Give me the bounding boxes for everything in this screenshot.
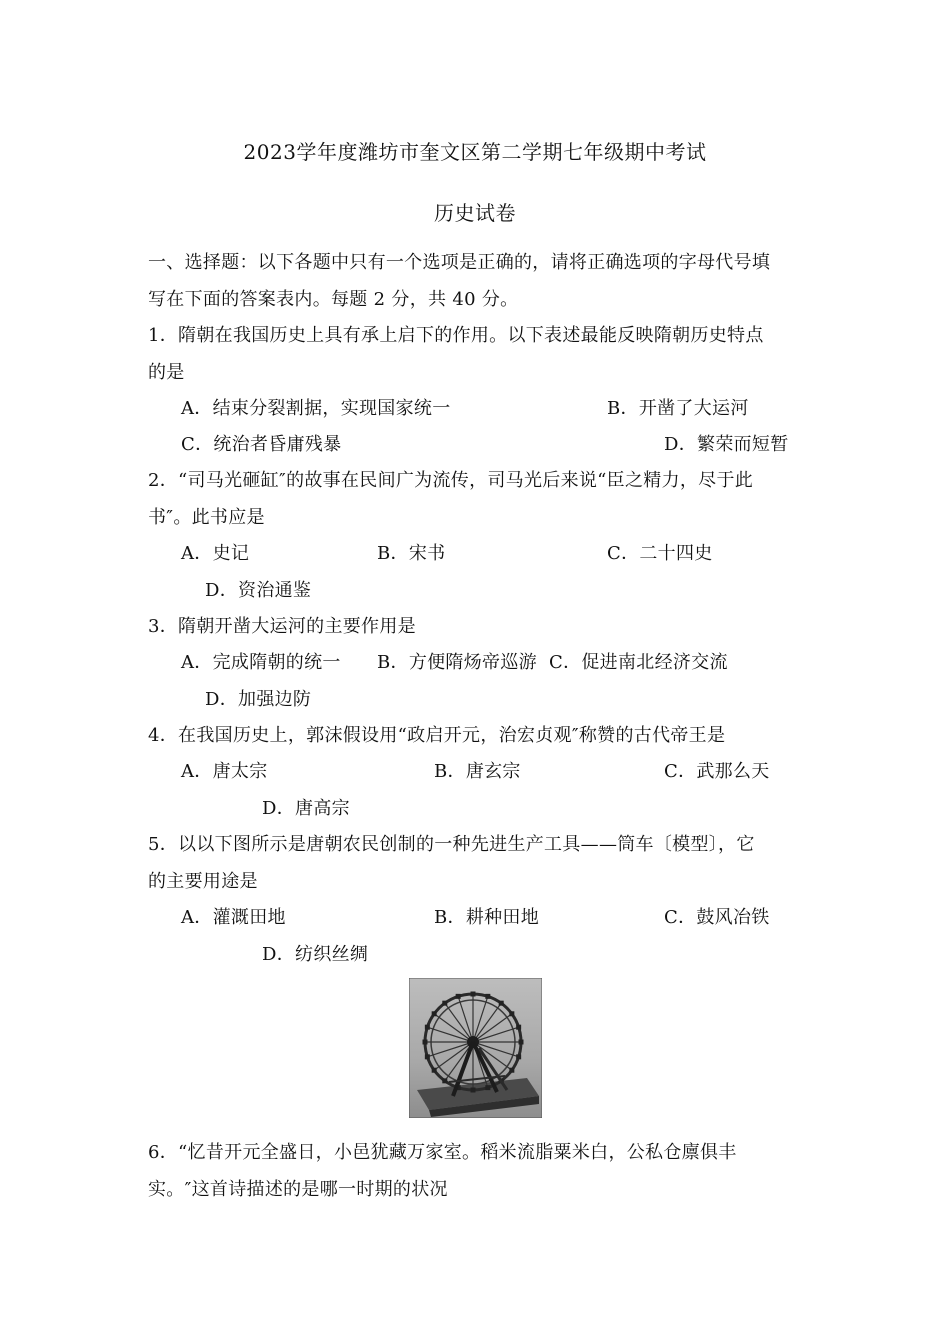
question-5-option-a: A．灌溉田地: [181, 907, 286, 928]
question-6-stem-line2: 实。″这首诗描述的是哪一时期的状况: [148, 1179, 448, 1200]
section-instructions-line1: 一、选择题：以下各题中只有一个选项是正确的，请将正确选项的字母代号填: [148, 252, 771, 273]
question-3-option-a: A．完成隋朝的统一: [181, 652, 341, 673]
question-3-option-d: D．加强边防: [205, 689, 312, 710]
wheel-bucket: [471, 1088, 476, 1093]
section-instructions-line2: 写在下面的答案表内。每题 2 分，共 40 分。: [148, 289, 519, 310]
question-4-option-c: C．武那么天: [664, 761, 770, 782]
question-2-stem-line2: 书″。此书应是: [148, 507, 265, 528]
question-3-stem-line1: 3．隋朝开凿大运河的主要作用是: [148, 616, 416, 637]
question-5-option-d: D．纺织丝绸: [262, 944, 369, 965]
wheel-bucket: [509, 1011, 514, 1016]
question-2-option-a: A．史记: [181, 543, 250, 564]
question-4-option-b: B．唐玄宗: [434, 761, 521, 782]
question-6-stem-line1: 6．“忆昔开元全盛日，小邑犹藏万家室。稻米流脂粟米白，公私仓廪俱丰: [148, 1142, 737, 1163]
question-1-option-a: A．结束分裂割据，实现国家统一: [181, 398, 451, 419]
exam-title: 2023学年度潍坊市奎文区第二学期七年级期中考试: [243, 140, 707, 164]
wheel-bucket: [499, 1001, 504, 1006]
question-2-option-c: C．二十四史: [607, 543, 713, 564]
question-5-stem-line2: 的主要用途是: [148, 871, 258, 892]
wheel-bucket: [509, 1068, 514, 1073]
question-5-option-b: B．耕种田地: [434, 907, 540, 928]
wheel-bucket: [485, 1085, 490, 1090]
wheel-bucket: [456, 994, 461, 999]
question-1-option-d: D．繁荣而短暂: [664, 434, 789, 455]
question-2-option-d: D．资治通鉴: [205, 580, 312, 601]
question-5-option-c: C．鼓风冶铁: [664, 907, 770, 928]
wheel-bucket: [442, 1078, 447, 1083]
question-1-option-c: C．统治者昏庸残暴: [181, 434, 342, 455]
water-wheel-figure: [409, 978, 542, 1118]
wheel-bucket: [516, 1025, 521, 1030]
wheel-bucket: [471, 992, 476, 997]
wheel-bucket: [485, 994, 490, 999]
water-wheel-illustration: [409, 978, 542, 1118]
question-5-stem-line1: 5．以以下图所示是唐朝农民创制的一种先进生产工具——筒车〔模型〕，它: [148, 834, 755, 855]
wheel-bucket: [442, 1001, 447, 1006]
wheel-bucket: [432, 1068, 437, 1073]
question-2-option-b: B．宋书: [377, 543, 446, 564]
wheel-bucket: [425, 1054, 430, 1059]
question-2-stem-line1: 2．“司马光砸缸″的故事在民间广为流传，司马光后来说“臣之精力，尽于此: [148, 470, 754, 491]
wheel-bucket: [519, 1040, 524, 1045]
question-1-option-b: B．开凿了大运河: [607, 398, 749, 419]
question-1-stem-line2: 的是: [148, 362, 185, 383]
question-3-option-c: C．促进南北经济交流: [549, 652, 728, 673]
question-1-stem-line1: 1．隋朝在我国历史上具有承上启下的作用。以下表述最能反映隋朝历史特点: [148, 325, 764, 346]
question-4-stem-line1: 4．在我国历史上，郭沫假设用“政启开元，治宏贞观″称赞的古代帝王是: [148, 725, 726, 746]
wheel-bucket: [425, 1025, 430, 1030]
exam-subtitle: 历史试卷: [434, 201, 516, 225]
wheel-bucket: [423, 1040, 428, 1045]
wheel-bucket: [516, 1054, 521, 1059]
wheel-bucket: [432, 1011, 437, 1016]
question-4-option-a: A．唐太宗: [181, 761, 268, 782]
question-4-option-d: D．唐高宗: [262, 798, 350, 819]
question-3-option-b: B．方便隋炀帝巡游: [377, 652, 537, 673]
